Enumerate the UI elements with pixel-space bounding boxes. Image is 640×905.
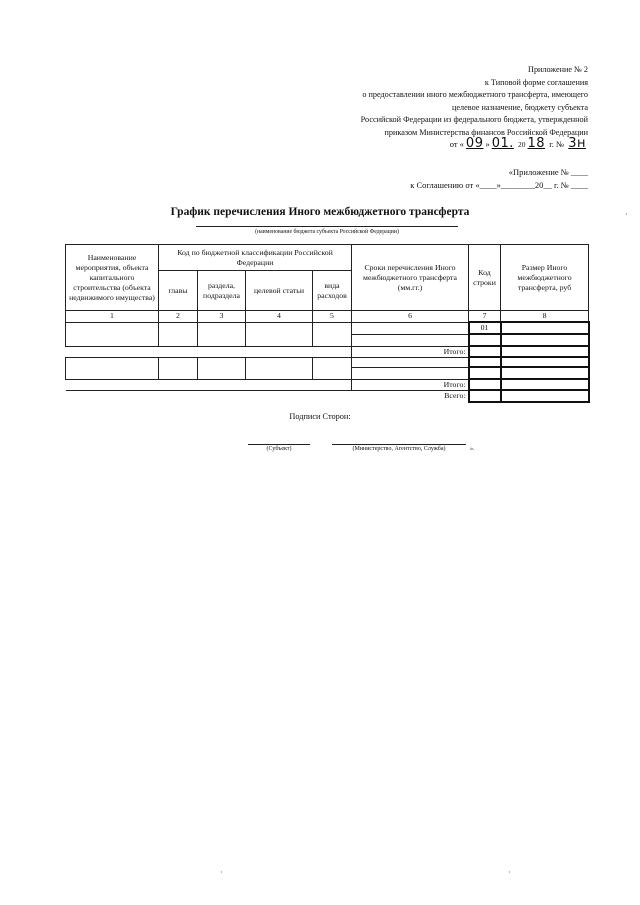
date-prefix: от « bbox=[449, 139, 464, 149]
subtotal-row bbox=[66, 346, 589, 357]
column-number: 1 bbox=[66, 311, 159, 323]
header-terms: Сроки перечисления Иного межбюджетного трансферта (мм.гг.) bbox=[352, 245, 469, 311]
cell-terms bbox=[352, 334, 469, 346]
order-date-line bbox=[450, 136, 588, 151]
document-title: График перечисления Иного межбюджетного трансферта bbox=[170, 206, 470, 218]
header-line: Приложение № 2 bbox=[528, 65, 588, 74]
cell-target bbox=[246, 322, 313, 346]
cell-row-code bbox=[469, 390, 501, 402]
signature-line-ministry bbox=[332, 444, 466, 445]
budget-name-line bbox=[196, 226, 458, 227]
column-number: 6 bbox=[352, 311, 469, 323]
cell-terms bbox=[352, 367, 469, 379]
column-number: 4 bbox=[246, 311, 313, 323]
agreement-line: к Соглашению от «____»________20__ г. № ____ bbox=[410, 180, 588, 190]
header-line: приказом Министерства финансов Российской Федерации bbox=[384, 127, 588, 137]
cell-chapter bbox=[159, 357, 198, 379]
cell-row-code bbox=[469, 346, 501, 357]
header-line: целевое назначение, бюджету субъекта bbox=[452, 102, 588, 112]
transfer-schedule-table bbox=[65, 244, 590, 403]
date-month: 01. bbox=[491, 136, 514, 151]
cell-chapter bbox=[159, 322, 198, 346]
cell-amount bbox=[501, 367, 589, 379]
cell-empty bbox=[246, 379, 313, 390]
cell-empty bbox=[66, 379, 159, 390]
cell-target bbox=[246, 357, 313, 379]
header-code-group: Код по бюджетной классификации Российской Федерации bbox=[159, 245, 352, 271]
cell-expense-type bbox=[313, 357, 352, 379]
table-row bbox=[66, 357, 589, 367]
total-label: Всего: bbox=[352, 390, 469, 402]
cell-empty bbox=[198, 379, 246, 390]
cell-name bbox=[66, 357, 159, 379]
date-day: 09 bbox=[465, 136, 484, 151]
cell-amount bbox=[501, 322, 589, 334]
table-row bbox=[66, 322, 589, 334]
cell-empty bbox=[313, 346, 352, 357]
column-number: 2 bbox=[159, 311, 198, 323]
header-target: целевой статьи bbox=[246, 271, 313, 311]
header-row-code: Код строки bbox=[469, 245, 501, 311]
cell-terms bbox=[352, 322, 469, 334]
cell-empty bbox=[313, 390, 352, 402]
scan-mark: · bbox=[625, 210, 628, 219]
cell-empty bbox=[246, 390, 313, 402]
cell-amount bbox=[501, 346, 589, 357]
signatures-caption: Подписи Сторон: bbox=[289, 412, 351, 421]
scan-mark: · bbox=[220, 868, 223, 877]
cell-empty bbox=[66, 346, 159, 357]
cell-empty bbox=[159, 379, 198, 390]
cell-empty bbox=[66, 390, 159, 402]
subtotal-label: Итого: bbox=[352, 379, 469, 390]
budget-name-caption: (наименование бюджета субъекта Российской Федерации) bbox=[255, 229, 399, 235]
header-block bbox=[288, 64, 588, 140]
header-expense-type: вида расходов bbox=[313, 271, 352, 311]
cell-empty bbox=[198, 346, 246, 357]
cell-row-code bbox=[469, 367, 501, 379]
cell-amount bbox=[501, 390, 589, 402]
cell-empty bbox=[159, 390, 198, 402]
appendix-line: «Приложение № ____ bbox=[508, 167, 588, 177]
cell-row-code: 01 bbox=[469, 322, 501, 334]
header-section: раздела, подраздела bbox=[198, 271, 246, 311]
header-line: о предоставлении иного межбюджетного трансферта, имеющего bbox=[362, 90, 588, 100]
signature-line-subject bbox=[248, 444, 310, 445]
column-numbers-row bbox=[66, 311, 589, 323]
subtotal-row bbox=[66, 379, 589, 390]
cell-row-code bbox=[469, 379, 501, 390]
cell-amount bbox=[501, 379, 589, 390]
cell-empty bbox=[159, 346, 198, 357]
cell-name bbox=[66, 322, 159, 346]
cell-empty bbox=[198, 390, 246, 402]
date-separator: » bbox=[485, 139, 490, 149]
header-line: Российской Федерации из федерального бюджета, утвержденной bbox=[360, 115, 588, 125]
cell-expense-type bbox=[313, 322, 352, 346]
header-row bbox=[66, 245, 589, 271]
cell-terms bbox=[352, 357, 469, 367]
cell-amount bbox=[501, 357, 589, 367]
column-number: 5 bbox=[313, 311, 352, 323]
cell-empty bbox=[313, 379, 352, 390]
header-line: к Типовой форме соглашения bbox=[484, 77, 588, 87]
header-name: Наименование мероприятия, объекта капитального строительства (объекта недвижимого имущества) bbox=[66, 245, 159, 311]
cell-amount bbox=[501, 334, 589, 346]
cell-row-code bbox=[469, 334, 501, 346]
date-year-prefix: 20 bbox=[518, 140, 526, 149]
header-chapter: главы bbox=[159, 271, 198, 311]
order-number: 3н bbox=[568, 136, 586, 151]
scan-mark: · bbox=[508, 868, 511, 877]
cell-section bbox=[198, 357, 246, 379]
total-row bbox=[66, 390, 589, 402]
date-year: 18 bbox=[527, 136, 546, 151]
column-number: 7 bbox=[469, 311, 501, 323]
appendix-block bbox=[410, 166, 588, 192]
header-amount: Размер Иного межбюджетного трансферта, руб bbox=[501, 245, 589, 311]
signature-label-ministry: (Министерство, Агентство, Служба) bbox=[352, 446, 446, 452]
order-number-label: г. № bbox=[549, 139, 565, 149]
column-number: 8 bbox=[501, 311, 589, 323]
subtotal-label: Итого: bbox=[352, 346, 469, 357]
cell-empty bbox=[246, 346, 313, 357]
cell-section bbox=[198, 322, 246, 346]
column-number: 3 bbox=[198, 311, 246, 323]
cell-row-code bbox=[469, 357, 501, 367]
signature-label-subject: (Субъект) bbox=[266, 446, 292, 452]
signature-end-mark: ». bbox=[470, 446, 475, 452]
